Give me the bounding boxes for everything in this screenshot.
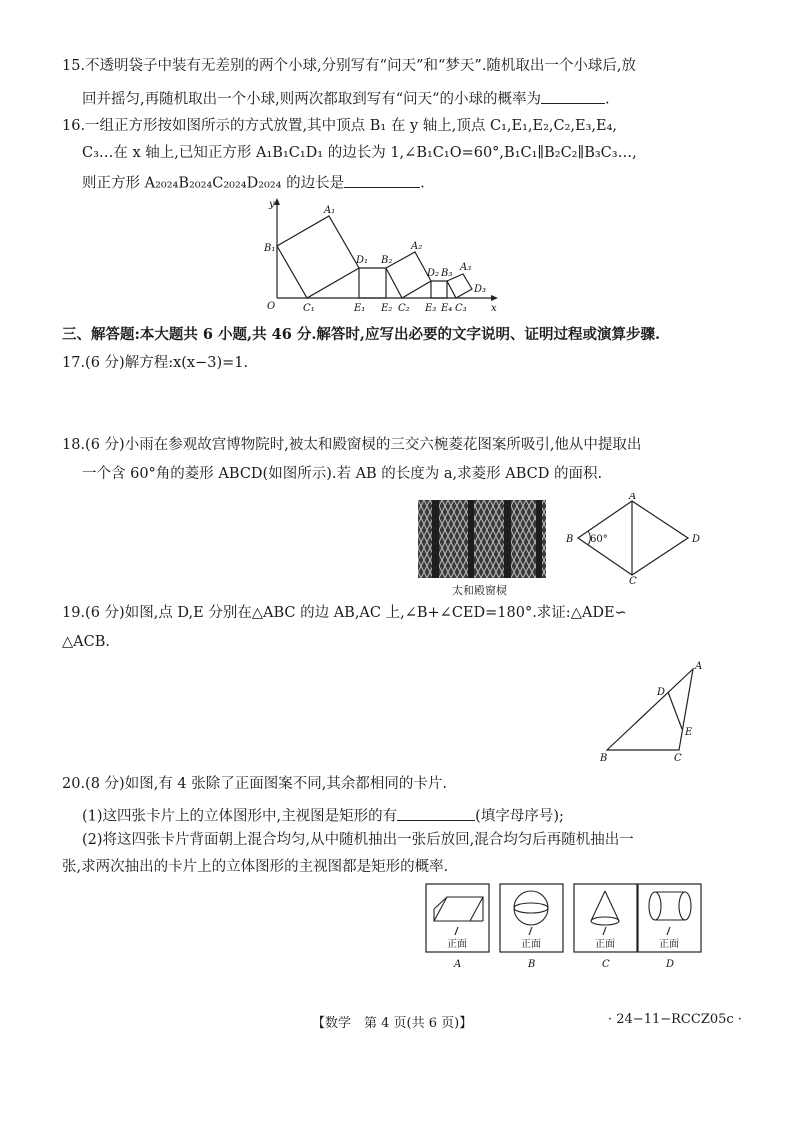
triangle-figure (592, 657, 712, 767)
prism-icon (434, 897, 483, 921)
label-E2: E₂ (381, 303, 393, 314)
q16-line3 (82, 172, 425, 193)
label-D1: D₁ (356, 255, 369, 266)
q16-line1: 16.一组正方形按如图所示的方式放置,其中顶点 B₁ 在 y 轴上,顶点 C₁,E₁,E₂,C₂,E₃,E₄, (62, 118, 618, 134)
card-d-face-label: 正面 (659, 939, 679, 950)
q18-line1: 18.(6 分)小雨在参观故宫博物院时,被太和殿窗棂的三交六椀菱花图案所吸引,他从中提取出 (62, 437, 642, 453)
card-a-letter: A (454, 959, 462, 970)
label-A3: A₃ (460, 262, 472, 273)
label-E4: E₄ (441, 303, 453, 314)
section-3-heading: 三、解答题:本大题共 6 小题,共 46 分.解答时,应写出必要的文字说明、证明过程或演算步骤. (62, 326, 661, 343)
tri-label-E: E (685, 727, 693, 738)
cards-figure (425, 883, 715, 973)
answer-blank[interactable] (397, 805, 475, 821)
q15-end: . (605, 91, 610, 108)
tri-label-B: B (600, 753, 608, 764)
answer-blank[interactable] (541, 88, 605, 104)
q15-line2 (82, 88, 610, 109)
q16-line2: C₃…在 x 轴上,已知正方形 A₁B₁C₁D₁ 的边长为 1,∠B₁C₁O=60°,B₁C₁∥B₂C₂∥B₃C₃…, (82, 145, 637, 161)
label-B2: B₂ (381, 255, 393, 266)
tri-label-D: D (657, 687, 666, 698)
label-D3: D₃ (474, 284, 487, 295)
q20-sub1-end: (填字母序号); (475, 808, 564, 825)
rhombus-angle: 60° (590, 534, 608, 545)
squares-figure (255, 195, 505, 315)
label-C3: C₃ (455, 303, 467, 314)
label-A1: A₁ (324, 205, 336, 216)
label-E1: E₁ (354, 303, 366, 314)
card-c-letter: C (602, 959, 610, 970)
label-y: y (269, 199, 275, 210)
page-footer-center: 【数学 第 4 页(共 6 页)】 (312, 1016, 473, 1031)
q17: 17.(6 分)解方程:x(x−3)=1. (62, 355, 249, 371)
label-D2: D₂ (427, 268, 440, 279)
sphere-icon (514, 891, 548, 925)
q15-line1: 15.不透明袋子中装有无差别的两个小球,分别写有“问天”和“梦天”.随机取出一个小球后,放 (62, 58, 637, 74)
rhombus-figure (560, 493, 710, 585)
y-arrow (274, 198, 280, 205)
q19-line2: △ACB. (62, 634, 110, 650)
label-A2: A₂ (411, 241, 423, 252)
tri-label-C: C (674, 753, 682, 764)
q20-sub2-line1: (2)将这四张卡片背面朝上混合均匀,从中随机抽出一张后放回,混合均匀后再随机抽出一 (82, 832, 634, 848)
label-C1: C₁ (303, 303, 315, 314)
q15-line2-text: 回并摇匀,再随机取出一个小球,则两次都取到写有“问天”的小球的概率为 (82, 91, 542, 108)
q20-sub2-line2: 张,求两次抽出的卡片上的立体图形的主视图都是矩形的概率. (62, 859, 449, 875)
label-E3: E₃ (425, 303, 437, 314)
q20-sub1-text: (1)这四张卡片上的立体图形中,主视图是矩形的有 (82, 808, 398, 825)
card-d-letter: D (666, 959, 675, 970)
cylinder-icon (649, 892, 691, 920)
rhombus-label-B: B (566, 534, 574, 545)
tri-label-A: A (695, 661, 703, 672)
x-arrow (491, 295, 498, 301)
card-b-letter: B (528, 959, 536, 970)
square-1 (277, 216, 359, 298)
q20-line1: 20.(8 分)如图,有 4 张除了正面图案不同,其余都相同的卡片. (62, 776, 447, 792)
q20-sub1 (82, 805, 564, 826)
page-footer-code: · 24−11−RCCZ05c · (608, 1012, 742, 1027)
square-2 (386, 252, 431, 298)
square-e3 (431, 281, 447, 298)
q19-line1: 19.(6 分)如图,点 D,E 分别在△ABC 的边 AB,AC 上,∠B+∠CED=180°.求证:△ADE∽ (62, 605, 627, 621)
rhombus-label-A: A (629, 493, 637, 502)
square-e1 (359, 268, 386, 298)
label-O: O (267, 301, 276, 312)
photo-caption: 太和殿窗棂 (452, 584, 507, 597)
rhombus-label-C: C (629, 576, 637, 585)
rhombus-label-D: D (692, 534, 701, 545)
cone-icon (591, 891, 619, 925)
card-b-face-label: 正面 (521, 939, 541, 950)
q16-line3-text: 则正方形 A₂₀₂₄B₂₀₂₄C₂₀₂₄D₂₀₂₄ 的边长是 (82, 175, 345, 192)
label-x: x (491, 303, 497, 314)
card-a-face-label: 正面 (447, 939, 467, 950)
card-c-face-label: 正面 (595, 939, 615, 950)
label-C2: C₂ (398, 303, 410, 314)
label-B3: B₃ (441, 268, 453, 279)
window-lattice-photo (418, 500, 546, 578)
answer-blank[interactable] (344, 172, 420, 188)
q18-line2: 一个含 60°角的菱形 ABCD(如图所示).若 AB 的长度为 a,求菱形 ABCD 的面积. (82, 466, 603, 482)
label-B1: B₁ (264, 243, 276, 254)
q16-end: . (420, 175, 425, 192)
